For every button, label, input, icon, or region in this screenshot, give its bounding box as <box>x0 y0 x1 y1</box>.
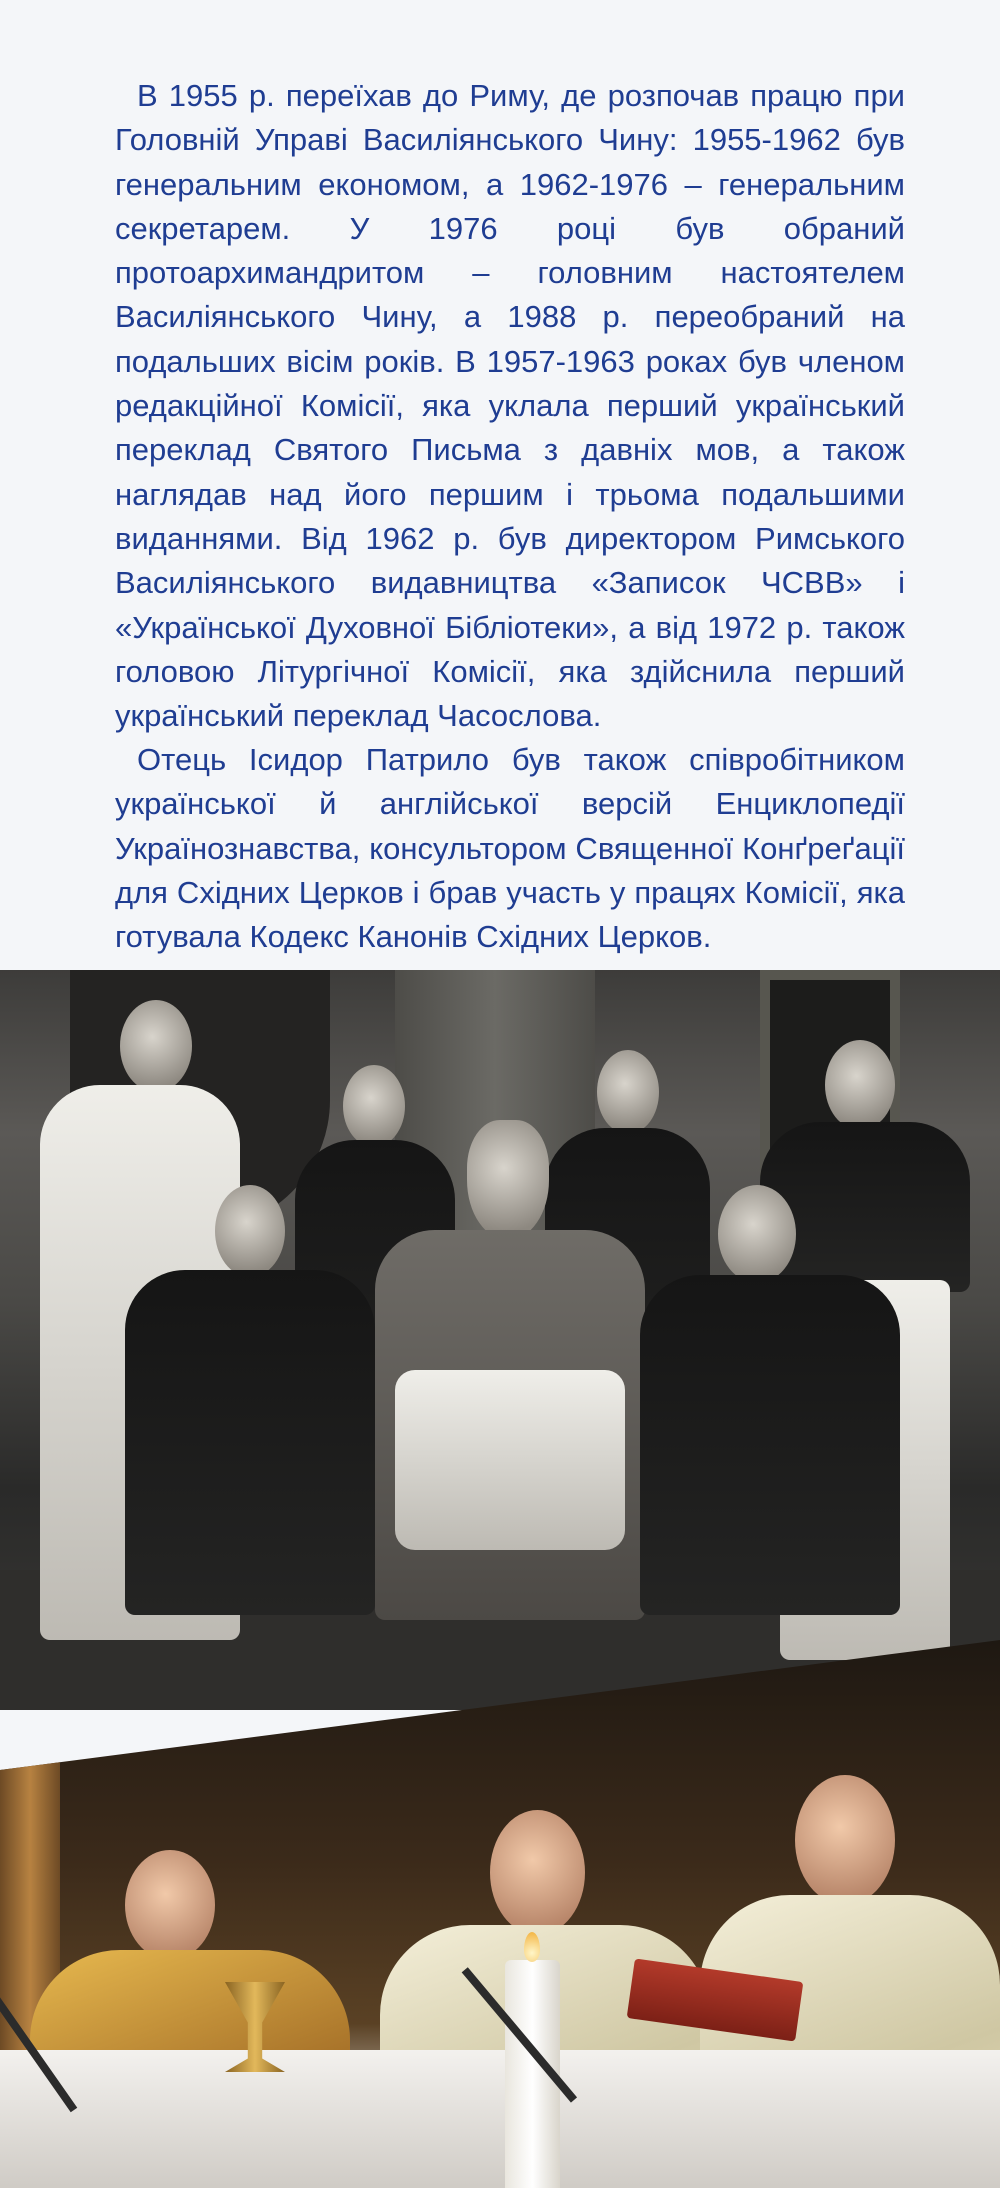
candle-flame <box>524 1932 540 1962</box>
liturgy-photo <box>0 1640 1000 2188</box>
paragraph-text: Отець Ісидор Патрило був також співробітником української й англійської версій Енциклопедії Українознавства, консультором Священної Конґреґації для Східних Церков і брав участь у працях Комісії, яка готувала Кодекс Канонів Східних Церков. <box>115 742 905 955</box>
altar-table <box>0 2050 1000 2188</box>
paragraph-biography-rome <box>115 74 905 738</box>
group-portrait-photo <box>0 970 1000 1710</box>
bishop-figure <box>375 1120 645 1620</box>
seated-figure <box>125 1185 375 1615</box>
paragraph-biography-encyclopedia <box>115 738 905 959</box>
seated-figure <box>640 1185 900 1615</box>
paragraph-text: В 1955 р. переїхав до Риму, де розпочав працю при Головній Управі Василіянського Чину: 1955-1962 був генеральним економом, а 1962-1976 – генеральним секретарем. У 1976 році був обраний протоархимандритом – головним настоятелем Василіянського Чину, а 1988 р. переобраний на подальших вісім років. В 1957-1963 роках був членом редакційної Комісії, яка уклала перший український переклад Святого Письма з давніх мов, а також наглядав над його першим і трьома подальшими виданнями. Від 1962 р. був директором Римського Василіянського видавництва «Записок ЧСВВ» і «Української Духовної Бібліотеки», а від 1972 р. також головою Літургічної Комісії, яка здійснила перший український переклад Часослова. <box>115 78 905 734</box>
